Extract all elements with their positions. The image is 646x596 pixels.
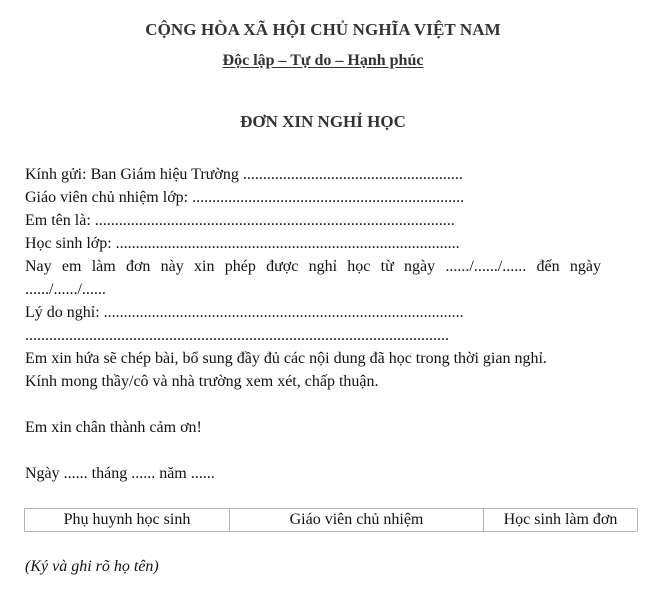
student-name-line: Em tên là: ..........................................................................................: [25, 212, 455, 229]
signature-table-row: [25, 509, 638, 532]
thanks-line: Em xin chân thành cảm ơn!: [25, 419, 202, 436]
student-class-line: Học sinh lớp: ......................................................................................: [25, 235, 460, 252]
signature-note: (Ký và ghi rõ họ tên): [25, 558, 159, 575]
date-line: Ngày ...... tháng ...... năm ......: [25, 465, 215, 482]
promise-line: Em xin hứa sẽ chép bài, bổ sung đầy đủ các nội dung đã học trong thời gian nghỉ.: [25, 350, 547, 367]
signature-table: [24, 508, 638, 532]
national-title: CỘNG HÒA XÃ HỘI CHỦ NGHĨA VIỆT NAM: [145, 20, 501, 39]
reason-continuation-line: ..........................................................................................................: [25, 327, 449, 344]
recipient-line: Kính gửi: Ban Giám hiệu Trường .......................................................: [25, 166, 463, 183]
motto: [0, 52, 646, 70]
parent-signature-cell: Phụ huynh học sinh: [25, 509, 230, 532]
leave-end-date-line: ....../....../......: [25, 281, 106, 298]
homeroom-teacher-line: Giáo viên chủ nhiệm lớp: ....................................................................: [25, 189, 465, 206]
reason-line: Lý do nghỉ: ..........................................................................................: [25, 304, 464, 321]
leave-period-line: Nay em làm đơn này xin phép được nghỉ học từ ngày ....../....../...... đến ngày: [25, 258, 601, 275]
teacher-signature-cell: Giáo viên chủ nhiệm: [230, 509, 484, 532]
document-title: ĐƠN XIN NGHỈ HỌC: [240, 112, 406, 131]
motto-text: Độc lập – Tự do – Hạnh phúc: [222, 52, 424, 69]
student-signature-cell: Học sinh làm đơn: [484, 509, 638, 532]
request-line: Kính mong thầy/cô và nhà trường xem xét, chấp thuận.: [25, 373, 379, 390]
